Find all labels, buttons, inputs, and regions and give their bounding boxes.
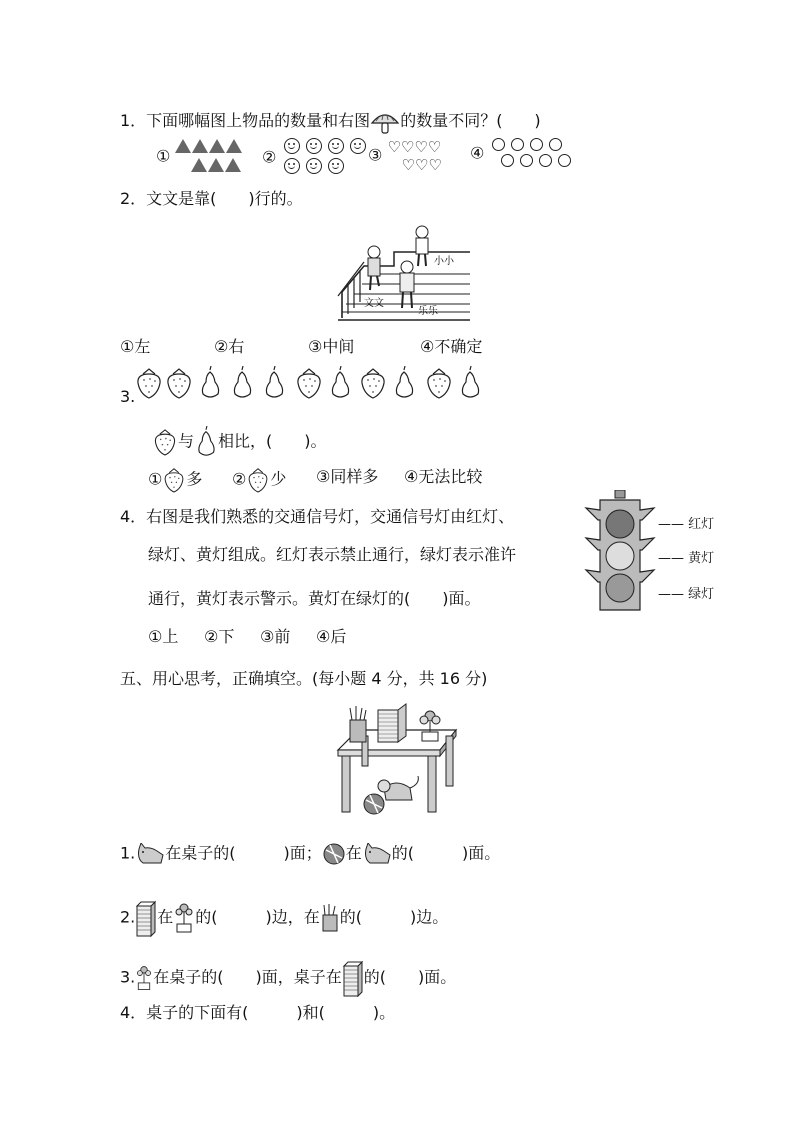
pear-icon — [202, 366, 218, 397]
q4-line-3: 通行，黄灯表示警示。黄灯在绿灯的( )面。 — [148, 589, 481, 608]
q1-option-3-label: ③ — [368, 145, 383, 165]
circles-icon — [489, 138, 579, 170]
q2-option-4[interactable]: ④不确定 — [420, 337, 483, 356]
green-light-label: 绿灯 — [688, 587, 715, 602]
q1-option-2-label: ② — [262, 147, 277, 167]
q1-option-4[interactable] — [470, 138, 579, 170]
q2-stem: 2．文文是靠( )行的。 — [120, 189, 303, 208]
q3-number: 3. — [120, 387, 136, 406]
ball-icon — [322, 842, 346, 866]
red-light — [606, 510, 634, 538]
fill-2-text-a: 在 — [157, 907, 174, 927]
cat-icon — [135, 843, 165, 865]
fill-3-number: 3. — [120, 967, 136, 987]
books-icon — [135, 898, 157, 938]
pear-icon — [396, 366, 412, 397]
pen-holder-icon — [320, 903, 340, 933]
q3-option-3[interactable]: ③同样多 — [316, 467, 379, 486]
pear-icon — [332, 366, 348, 397]
q1-option-4-label: ④ — [470, 143, 485, 163]
stairs-illustration — [334, 222, 470, 322]
table-illustration — [336, 700, 460, 818]
pear-icon — [266, 366, 282, 397]
fill-3-text-b: 的( )面。 — [363, 967, 457, 987]
strawberry-icon — [152, 427, 178, 457]
q3-option-1-suffix: 多 — [186, 469, 203, 489]
label-wenwen: 文文 — [364, 298, 384, 309]
books-icon — [342, 958, 364, 998]
pear-icon — [234, 366, 250, 397]
cat-icon — [362, 843, 392, 865]
label-lele: 乐乐 — [418, 306, 438, 317]
q3-option-4[interactable]: ④无法比较 — [404, 467, 483, 486]
hearts-icon: ♡♡♡♡ ♡♡♡ — [387, 138, 442, 174]
mushroom-icon — [370, 111, 400, 133]
fill-3-text-a: 在桌子的( )面，桌子在 — [153, 967, 342, 987]
q1-option-1-label: ① — [156, 146, 171, 166]
q4-option-4[interactable]: ④后 — [316, 627, 347, 646]
fill-1-number: 1. — [120, 843, 136, 863]
fill-2 — [120, 898, 448, 938]
q4-option-3[interactable]: ③前 — [260, 627, 291, 646]
label-xiaoxiao: 小小 — [434, 256, 454, 267]
q1-option-3[interactable] — [368, 138, 463, 174]
q4-line-2: 绿灯、黄灯组成。红灯表示禁止通行，绿灯表示准许 — [148, 545, 517, 564]
q3-option-2-prefix: ② — [232, 469, 247, 489]
q2-option-1[interactable]: ①左 — [120, 337, 151, 356]
strawberry-icon — [362, 369, 384, 398]
q1-stem — [120, 110, 541, 133]
strawberry-icon — [298, 369, 320, 398]
q4-option-1[interactable]: ①上 — [148, 627, 179, 646]
flower-pot-icon — [173, 902, 195, 934]
fruit-row — [134, 366, 494, 400]
section-5-heading: 五、用心思考，正确填空。(每小题 4 分，共 16 分) — [120, 669, 488, 688]
fill-2-number: 2. — [120, 907, 136, 927]
fill-1 — [120, 842, 500, 866]
yellow-light-label: 黄灯 — [688, 551, 715, 566]
q2-option-3[interactable]: ③中间 — [308, 337, 355, 356]
strawberry-icon — [168, 369, 190, 398]
smiley-faces-icon — [281, 138, 365, 178]
yellow-light — [606, 542, 634, 570]
fill-2-text-c: 的( )边。 — [339, 907, 449, 927]
q3-option-1[interactable] — [148, 466, 202, 494]
pear-icon — [462, 366, 478, 397]
label-green-light: —— 绿灯 — [658, 587, 715, 602]
strawberry-icon — [246, 466, 270, 494]
label-yellow-light: —— 黄灯 — [658, 551, 715, 566]
fill-1-text-a: 在桌子的( )面； — [165, 843, 322, 863]
q3-compare-a: 与 — [178, 431, 195, 451]
q4-line-1: 4．右图是我们熟悉的交通信号灯，交通信号灯由红灯、 — [120, 507, 515, 526]
fill-1-text-b: 在 — [345, 843, 362, 863]
label-red-light: —— 红灯 — [658, 517, 715, 532]
q2-option-2[interactable]: ②右 — [214, 337, 245, 356]
q1-text-a: 1．下面哪幅图上物品的数量和右图 — [120, 111, 371, 130]
q1-text-b: 的数量不同？( ) — [400, 111, 541, 130]
q3-option-2[interactable] — [232, 466, 286, 494]
q3-option-2-suffix: 少 — [270, 469, 287, 489]
fill-1-text-c: 的( )面。 — [391, 843, 501, 863]
red-light-label: 红灯 — [688, 517, 715, 532]
traffic-light-illustration — [580, 490, 660, 612]
pear-icon — [194, 426, 218, 458]
fill-3 — [120, 958, 456, 998]
q1-option-1[interactable] — [156, 138, 247, 176]
q1-option-2[interactable] — [262, 138, 365, 178]
q3-compare — [152, 426, 327, 458]
strawberry-icon — [138, 369, 160, 398]
strawberry-icon — [428, 369, 450, 398]
green-light — [606, 574, 634, 602]
q4-option-2[interactable]: ②下 — [204, 627, 235, 646]
q3-compare-b: 相比，( )。 — [218, 431, 327, 451]
triangles-icon — [175, 138, 247, 176]
fill-2-text-b: 的( )边，在 — [195, 907, 320, 927]
flower-pot-icon — [135, 962, 153, 994]
fill-4: 4．桌子的下面有( )和( )。 — [120, 1003, 396, 1022]
q3-option-1-prefix: ① — [148, 469, 163, 489]
strawberry-icon — [162, 466, 186, 494]
